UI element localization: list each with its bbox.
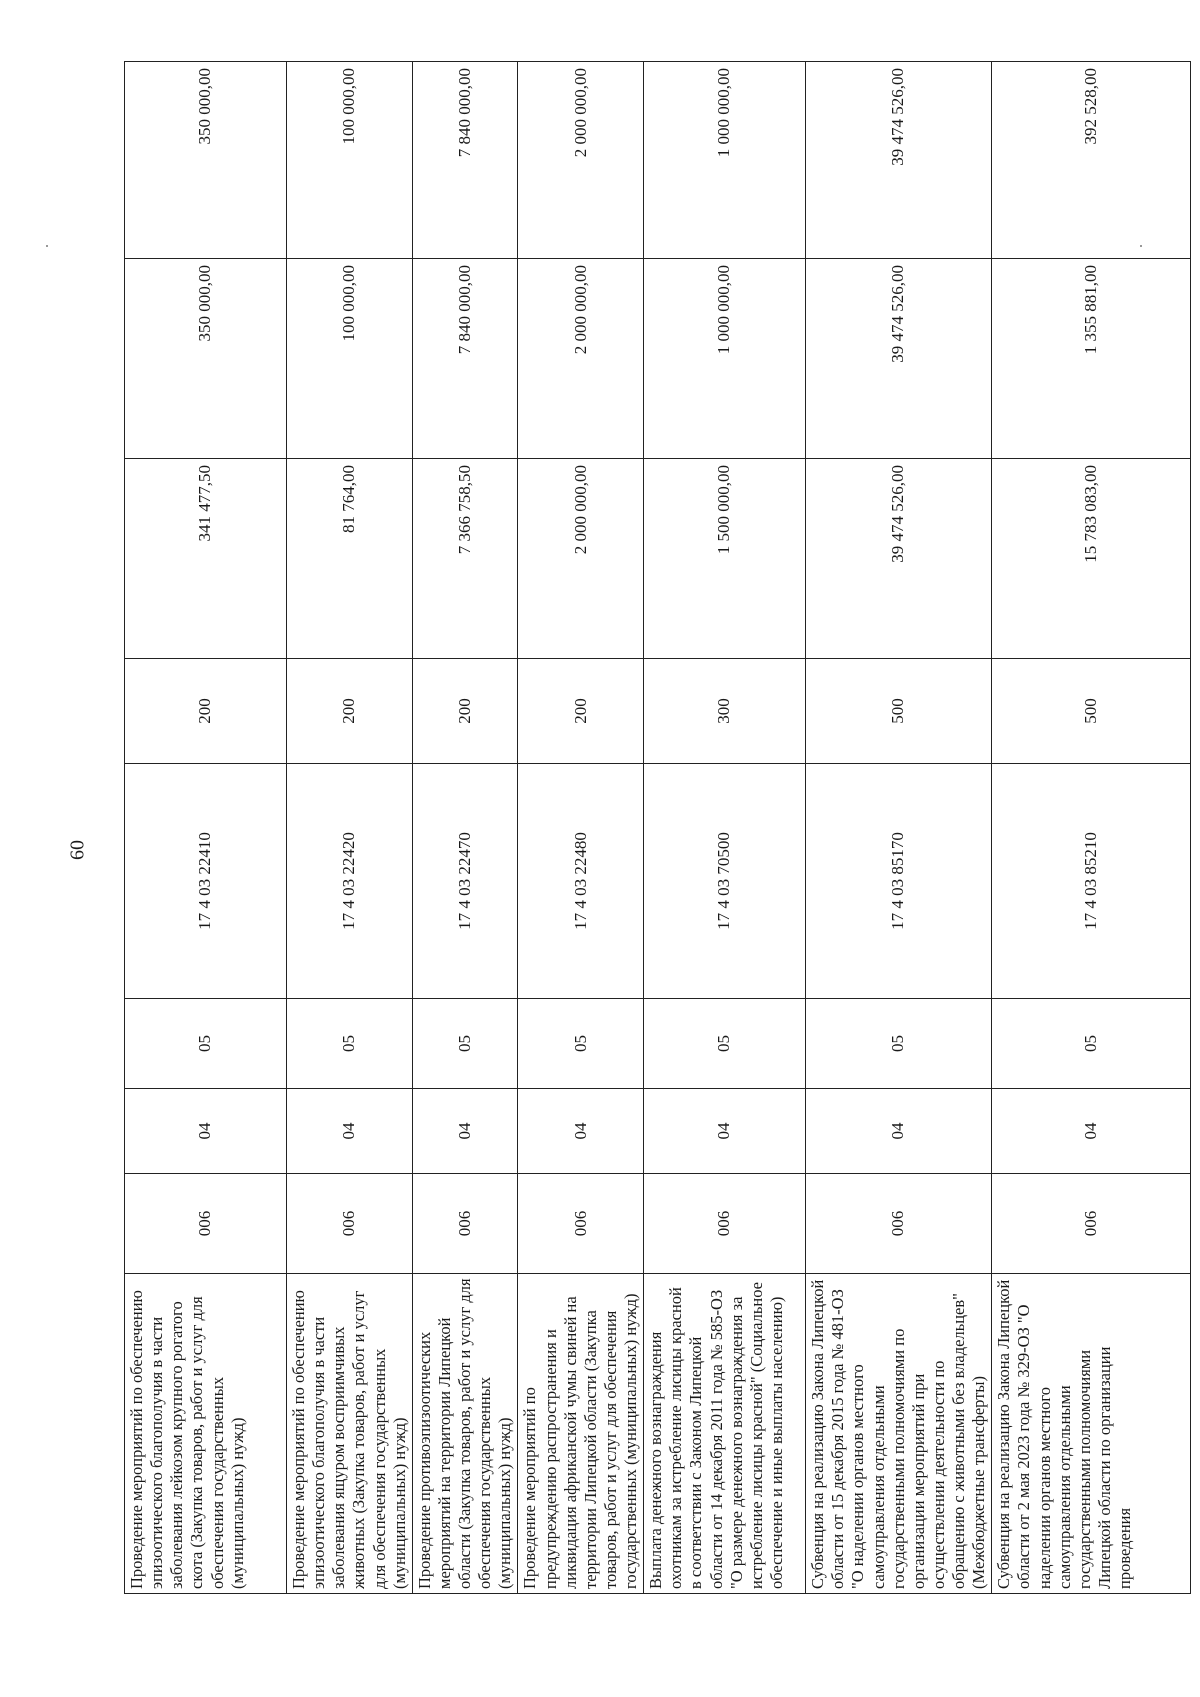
cell-target-article: 17 4 03 22420 bbox=[287, 764, 413, 999]
cell-amount-1: 39 474 526,00 bbox=[806, 459, 992, 659]
scan-speck bbox=[46, 245, 48, 247]
cell-description: Проведение противоэпизоотических мероприятий на территории Липецкой области (Закупка товаров, работ и услуг для обеспечения государственных (муниципальных) нужд) bbox=[412, 1274, 518, 1594]
cell-ministry: 006 bbox=[125, 1174, 287, 1274]
cell-section: 04 bbox=[518, 1089, 644, 1174]
cell-amount-1: 1 500 000,00 bbox=[644, 459, 806, 659]
cell-section: 04 bbox=[412, 1089, 518, 1174]
cell-description: Субвенция на реализацию Закона Липецкой области от 2 мая 2023 года № 329-ОЗ "О наделении органов местного самоуправления отдельными государственными полномочиями Липецкой области по организации проведения bbox=[992, 1274, 1191, 1594]
cell-amount-3: 350 000,00 bbox=[125, 62, 287, 259]
table-row bbox=[806, 62, 992, 1594]
cell-target-article: 17 4 03 85210 bbox=[992, 764, 1191, 999]
cell-subsection: 05 bbox=[518, 999, 644, 1089]
cell-amount-2: 1 355 881,00 bbox=[992, 259, 1191, 459]
cell-expense-type: 500 bbox=[992, 659, 1191, 764]
cell-amount-2: 2 000 000,00 bbox=[518, 259, 644, 459]
cell-ministry: 006 bbox=[644, 1174, 806, 1274]
cell-section: 04 bbox=[644, 1089, 806, 1174]
rotated-table-sheet bbox=[124, 62, 1134, 1594]
cell-amount-1: 341 477,50 bbox=[125, 459, 287, 659]
cell-amount-3: 2 000 000,00 bbox=[518, 62, 644, 259]
cell-amount-2: 39 474 526,00 bbox=[806, 259, 992, 459]
cell-expense-type: 500 bbox=[806, 659, 992, 764]
cell-expense-type: 200 bbox=[412, 659, 518, 764]
table-body bbox=[125, 62, 1191, 1594]
table-row bbox=[992, 62, 1191, 1594]
cell-section: 04 bbox=[992, 1089, 1191, 1174]
cell-section: 04 bbox=[287, 1089, 413, 1174]
budget-table bbox=[124, 61, 1191, 1594]
cell-expense-type: 200 bbox=[287, 659, 413, 764]
cell-subsection: 05 bbox=[644, 999, 806, 1089]
cell-ministry: 006 bbox=[992, 1174, 1191, 1274]
cell-subsection: 05 bbox=[412, 999, 518, 1089]
cell-amount-1: 81 764,00 bbox=[287, 459, 413, 659]
cell-target-article: 17 4 03 85170 bbox=[806, 764, 992, 999]
cell-subsection: 05 bbox=[992, 999, 1191, 1089]
cell-subsection: 05 bbox=[125, 999, 287, 1089]
cell-expense-type: 200 bbox=[125, 659, 287, 764]
cell-description: Проведение мероприятий по предупреждению распространения и ликвидация африканской чумы свиней на территории Липецкой области (Закупка товаров, работ и услуг для обеспечения государственных (муниципальных) нужд) bbox=[518, 1274, 644, 1594]
cell-description: Проведение мероприятий по обеспечению эпизоотического благополучия в части заболевания ящуром восприимчивых животных (Закупка товаров, работ и услуг для обеспечения государственных (муниципальных) нужд) bbox=[287, 1274, 413, 1594]
cell-description: Субвенция на реализацию Закона Липецкой области от 15 декабря 2015 года № 481-ОЗ "О наделении органов местного самоуправления отдельными государственными полномочиями по организации мероприятий при осуществлении деятельности по обращению с животными без владельцев" (Межбюджетные трансферты) bbox=[806, 1274, 992, 1594]
table-row bbox=[644, 62, 806, 1594]
cell-amount-3: 392 528,00 bbox=[992, 62, 1191, 259]
cell-amount-2: 1 000 000,00 bbox=[644, 259, 806, 459]
cell-amount-1: 7 366 758,50 bbox=[412, 459, 518, 659]
cell-amount-3: 39 474 526,00 bbox=[806, 62, 992, 259]
cell-section: 04 bbox=[806, 1089, 992, 1174]
cell-amount-3: 100 000,00 bbox=[287, 62, 413, 259]
cell-amount-3: 1 000 000,00 bbox=[644, 62, 806, 259]
cell-ministry: 006 bbox=[412, 1174, 518, 1274]
cell-amount-2: 350 000,00 bbox=[125, 259, 287, 459]
table-row bbox=[125, 62, 287, 1594]
cell-amount-2: 100 000,00 bbox=[287, 259, 413, 459]
table-row bbox=[518, 62, 644, 1594]
page-number: 60 bbox=[66, 840, 89, 860]
cell-expense-type: 300 bbox=[644, 659, 806, 764]
cell-expense-type: 200 bbox=[518, 659, 644, 764]
cell-section: 04 bbox=[125, 1089, 287, 1174]
cell-description: Проведение мероприятий по обеспечению эпизоотического благополучия в части заболевания лейкозом крупного рогатого скота (Закупка товаров, работ и услуг для обеспечения государственных (муниципальных) нужд) bbox=[125, 1274, 287, 1594]
table-row bbox=[287, 62, 413, 1594]
cell-target-article: 17 4 03 22480 bbox=[518, 764, 644, 999]
cell-ministry: 006 bbox=[287, 1174, 413, 1274]
cell-target-article: 17 4 03 22470 bbox=[412, 764, 518, 999]
cell-target-article: 17 4 03 22410 bbox=[125, 764, 287, 999]
cell-amount-1: 15 783 083,00 bbox=[992, 459, 1191, 659]
cell-subsection: 05 bbox=[287, 999, 413, 1089]
cell-amount-3: 7 840 000,00 bbox=[412, 62, 518, 259]
table-row bbox=[412, 62, 518, 1594]
cell-amount-1: 2 000 000,00 bbox=[518, 459, 644, 659]
cell-ministry: 006 bbox=[518, 1174, 644, 1274]
cell-description: Выплата денежного вознаграждения охотникам за истребление лисицы красной в соответствии с Законом Липецкой области от 14 декабря 2011 года № 585-ОЗ "О размере денежного вознаграждения за истребление лисицы красной" (Социальное обеспечение и иные выплаты населению) bbox=[644, 1274, 806, 1594]
cell-target-article: 17 4 03 70500 bbox=[644, 764, 806, 999]
cell-subsection: 05 bbox=[806, 999, 992, 1089]
cell-ministry: 006 bbox=[806, 1174, 992, 1274]
cell-amount-2: 7 840 000,00 bbox=[412, 259, 518, 459]
